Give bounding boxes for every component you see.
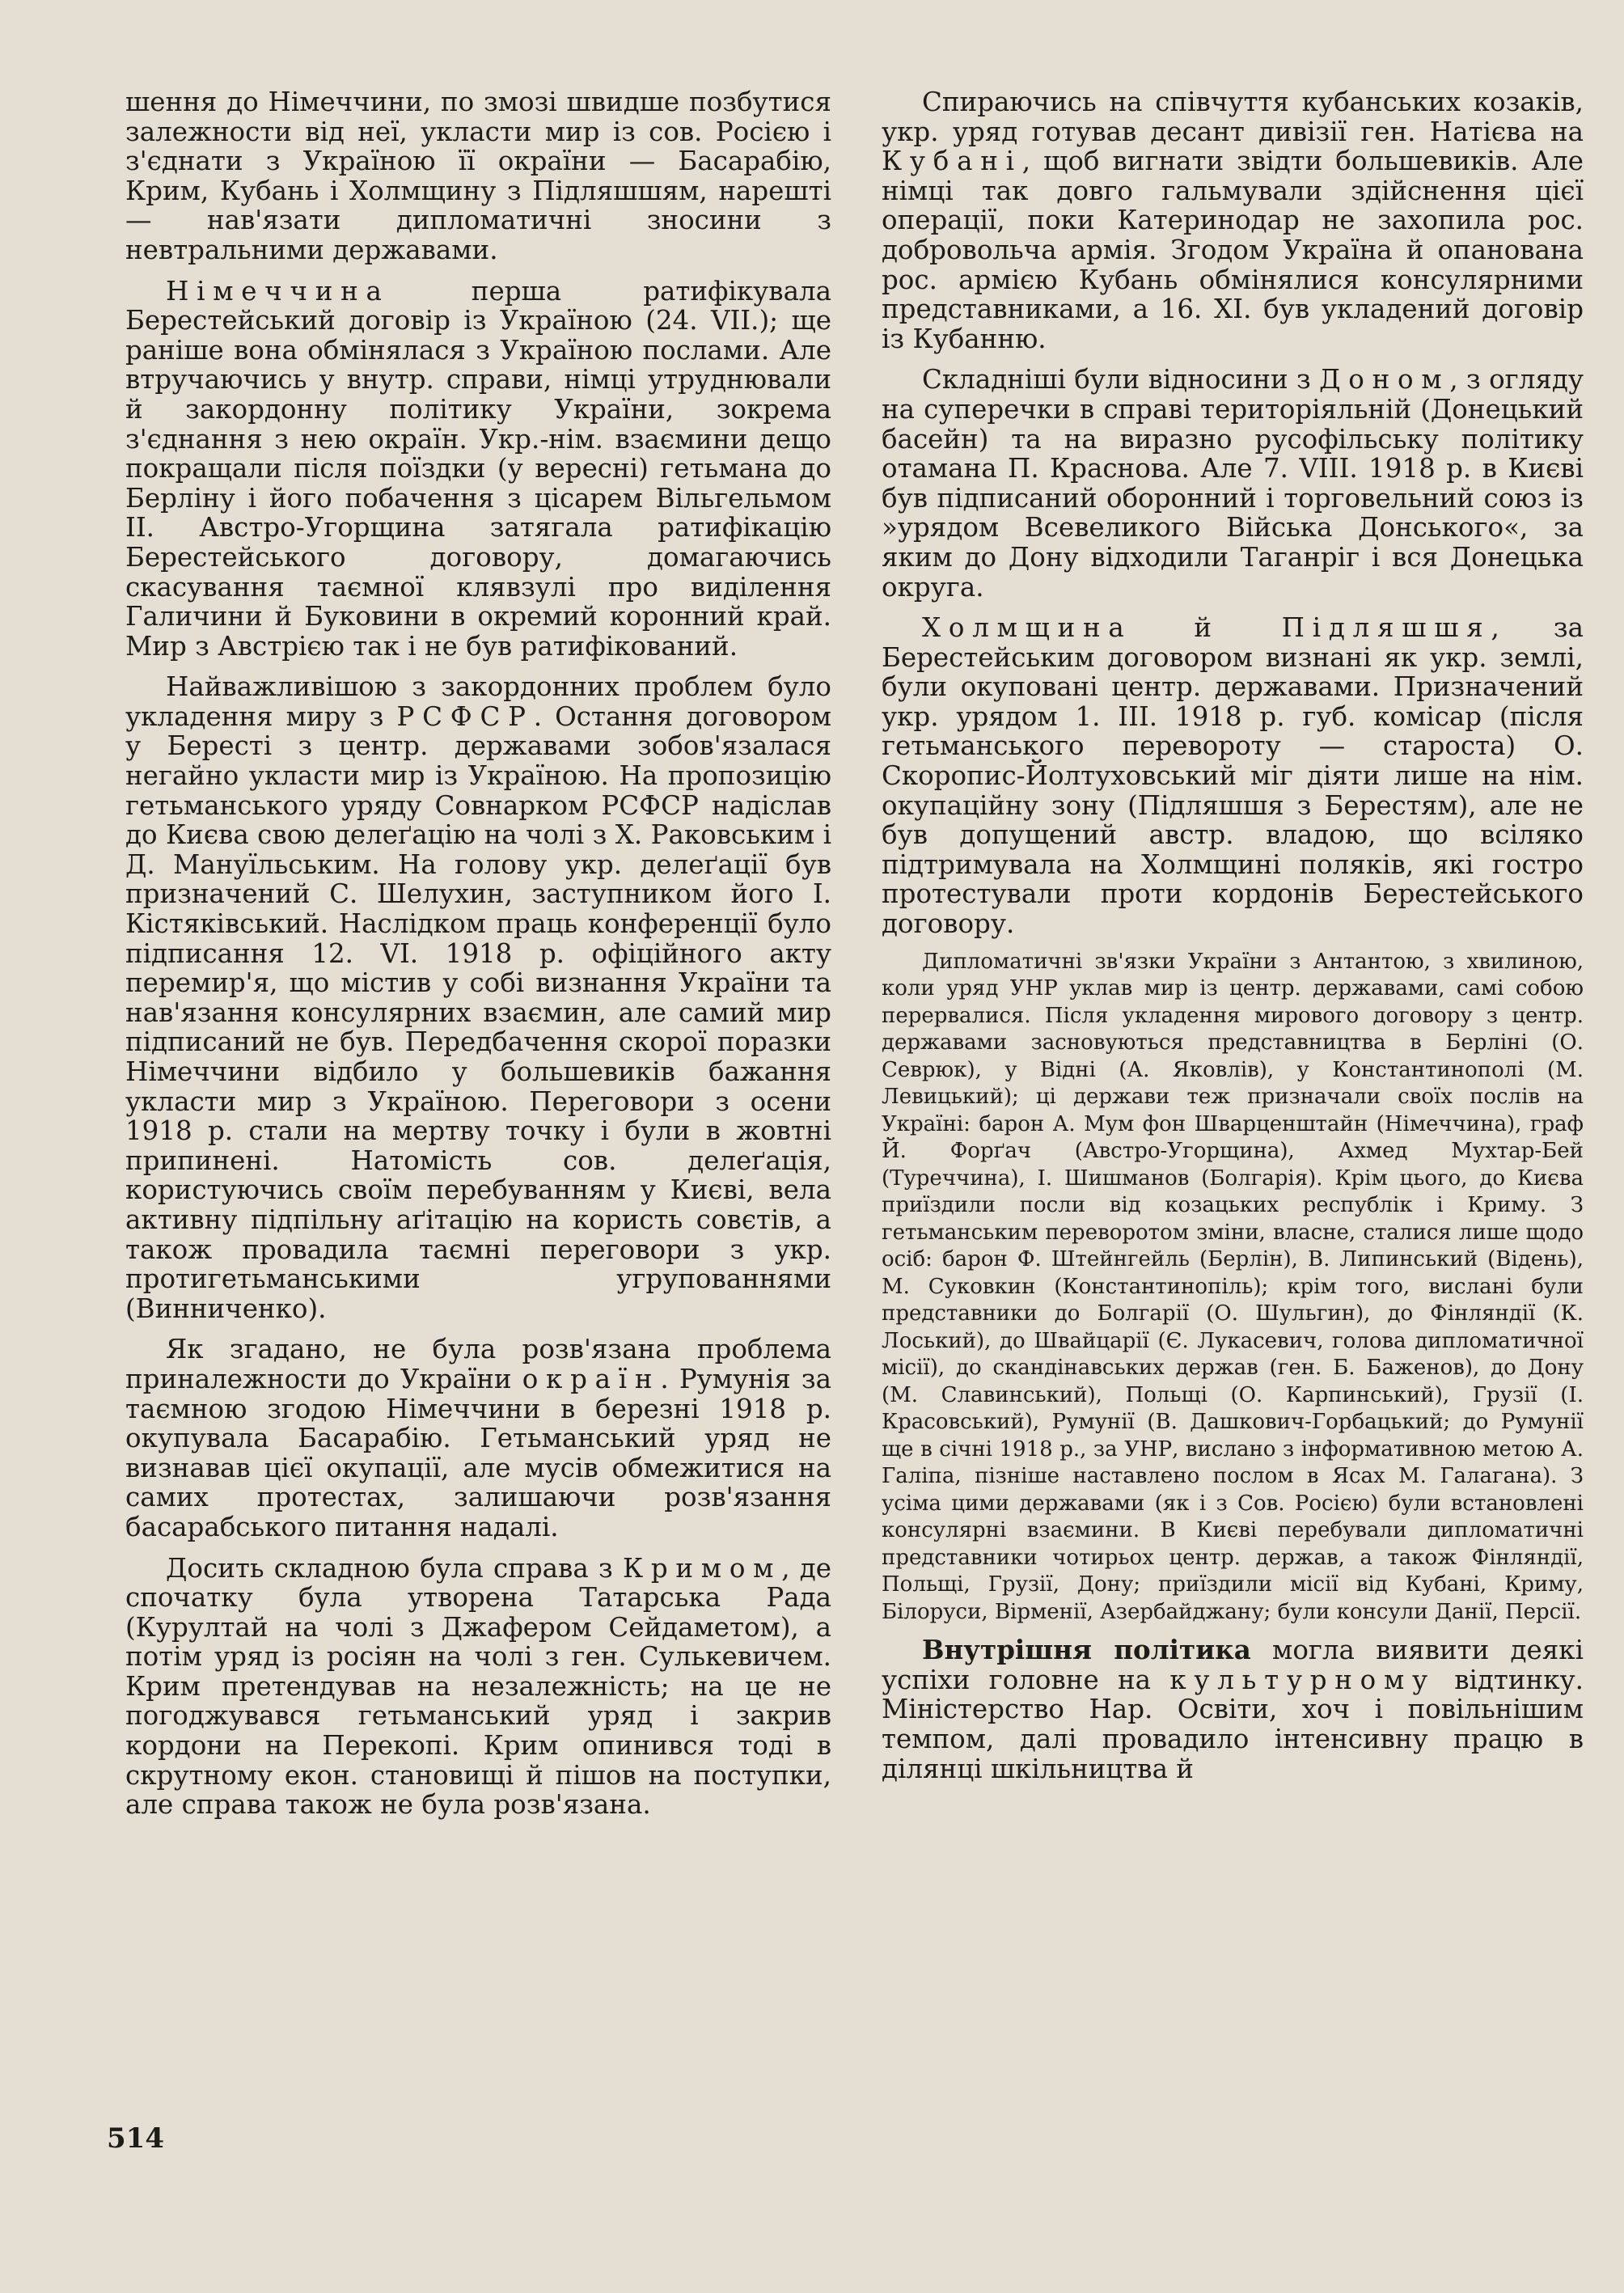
- spaced-term: Кримом: [622, 1552, 782, 1584]
- right-main-text: [882, 87, 1584, 939]
- bold-heading: Внутрішня політика: [922, 1634, 1251, 1666]
- paragraph-germany: Німеччина перша ратифікувала Берестейський договір із Україною (24. VII.); ще раніше вона обмінялася з Україною послами. Але втручаючись у внутр. справи, німці утруднювали й закордонну політику України, зокрема з'єднання з нею окраїн. Укр.-нім. взаємини дещо покращали після поїздки (у вересні) гетьмана до Берліну і його побачення з цісарем Вільгельмом II. Австро-Угорщина затягала ратифікацію Берестейського договору, домагаючись скасування таємної клявзулі про виділення Галичини й Буковини в окремий коронний край. Мир з Австрією так і не був ратифікований.: [125, 275, 831, 662]
- paragraph-war-aims: шення до Німеччини, по змозі швидше позбутися залежности від неї, укласти мир із сов. Росією і з'єднати з Україною її окраїни — Басарабію, Крим, Кубань і Холмщину з Підляшшям, нарешті — нав'язати дипломатичні зносини з невтральними державами.: [125, 87, 831, 265]
- page-number: 514: [107, 2122, 164, 2155]
- spaced-term: культурному: [1169, 1664, 1436, 1695]
- paragraph-internal-policy: Внутрішня політика могла виявити деякі успіхи головне на культурному відтинку. Міністерство Нар. Освіти, хоч і повільнішим темпом, далі провадило інтенсивну працю в ділянці шкільництва й: [882, 1634, 1584, 1784]
- spaced-term: Холмщина й Підляшшя: [922, 612, 1491, 644]
- right-column: [882, 87, 1584, 1783]
- paragraph-kuban: Спираючись на співчуття кубанських козаків, укр. уряд готував десант дивізії ген. Натієва на Кубані, щоб вигнати звідти большевиків. Але німці так довго гальмували здійснення цієї операції, поки Катеринодар не захопила рос. добровольча армія. Згодом Україна й опанована рос. армією Кубань обмінялися консулярними представниками, а 16. XI. був укладений договір із Кубанню.: [882, 87, 1584, 354]
- spaced-term: Німеччина: [166, 275, 390, 307]
- paragraph-don: Складніші були відносини з Доном, з огляду на суперечки в справі територіяльній (Донецький басейн) та на виразно русофільську політику отамана П. Краснова. Але 7. VIII. 1918 р. в Києві був підписаний оборонний і торговельний союз із »урядом Всевеликого Війська Донського«, за яким до Дону відходили Таганріг і вся Донецька округа.: [882, 364, 1584, 603]
- paragraph-rsfsr: Найважливішою з закордонних проблем було укладення миру з РСФСР. Остання договором у Бересті з центр. державами зобов'язалася негайно укласти мир із Україною. На пропозицію гетьманського уряду Совнарком РСФСР надіслав до Києва свою делеґацію на чолі з Х. Раковським і Д. Мануїльським. На голову укр. делеґації був призначений С. Шелухин, заступником його І. Кістяківський. Наслідком праць конференції було підписання 12. VI. 1918 р. офіційного акту перемир'я, що містив у собі визнання України та нав'язання консулярних взаємин, але самий мир підписаний не був. Передбачення скорої поразки Німеччини відбило у большевиків бажання укласти мир з Україною. Переговори з осени 1918 р. стали на мертву точку і були в жовтні припинені. Натомість сов. делеґація, користуючись своїм перебуванням у Києві, вела активну підпільну аґітацію на користь совєтів, а також провадила таємні переговори з укр. протигетьманськими угрупованнями (Винниченко).: [125, 671, 831, 1324]
- paragraph-kholm: Холмщина й Підляшшя, за Берестейським договором визнані як укр. землі, були окуповані центр. державами. Призначений укр. урядом 1. III. 1918 р. губ. комісар (після гетьманського перевороту — староста) О. Скоропис-Йолтуховський міг діяти лише на нім. окупаційну зону (Підляшшя з Берестям), але не був допущений австр. владою, що всіляко підтримувала на Холмщині поляків, які гостро протестували проти кордонів Берестейського договору.: [882, 612, 1584, 940]
- spaced-term: РСФСР: [396, 700, 534, 732]
- right-final-text: [882, 1635, 1584, 1783]
- spaced-term: Кубані: [882, 146, 1022, 177]
- paragraph-borderlands: Як згадано, не була розв'язана проблема приналежности до України окраїн. Румунія за таємною згодою Німеччини в березні 1918 р. окупувала Басарабію. Гетьманський уряд не визнавав цієї окупації, але мусів обмежитися на самих протестах, залишаючи розв'язання басарабського питання надалі.: [125, 1334, 832, 1542]
- small-print-block: [882, 949, 1584, 1627]
- paragraph-crimea: Досить складною була справа з Кримом, де спочатку була утворена Татарська Рада (Курултай на чолі з Джафером Сейдаметом), а потім уряд із росіян на чолі з ген. Сулькевичем. Крим претендував на незалежність; на це не погоджувався гетьманський уряд і закрив кордони на Перекопі. Крим опинився тоді в скрутному екон. становищі й пішов на поступки, але справа також не була розв'язана.: [125, 1552, 831, 1821]
- spaced-term: Доном: [1319, 364, 1450, 396]
- paragraph-diplomacy: Дипломатичні зв'язки України з Антантою, з хвилиною, коли уряд УНР уклав мир із центр. державами, самі собою перервалися. Після укладення мирового договору з центр. державами засновуються представництва в Берліні (О. Севрюк), у Відні (А. Яковлів), у Константинополі (М. Левицький); ці держави теж призначали своїх послів на Україні: барон А. Мум фон Шварценштайн (Німеччина), граф Й. Форґач (Австро-Угорщина), Ахмед Мухтар-Бей (Туреччина), І. Шишманов (Болгарія). Крім цього, до Києва приїздили посли від козацьких республік і Криму. З гетьманським переворотом зміни, власне, сталися лише щодо осіб: барон Ф. Штейнгейль (Берлін), В. Липинський (Відень), М. Суковкин (Константинопіль); крім того, вислані були представники до Болгарії (О. Шульгин), до Фінляндії (К. Лоський), до Швайцарії (Є. Лукасевич, голова дипломатичної місії), до скандінавських держав (ген. Б. Баженов), до Дону (М. Славинський), Польщі (О. Карпинський), Грузії (І. Красовський), Румунії (В. Дашкович-Горбацький; до Румунії ще в січні 1918 р., за УНР, вислано з інформативною метою А. Галіпа, пізніше наставлено послом в Ясах М. Галагана). З усіма цими державами (як і з Сов. Росією) були встановлені консулярні взаємини. В Києві перебували дипломатичні представники чотирьох центр. держав, а також Фінляндії, Польщі, Грузії, Дону; приїздили місії від Кубані, Криму, Білоруси, Вірменії, Азербайджану; були консули Данії, Персії.: [882, 949, 1584, 1624]
- left-column: [125, 87, 831, 1820]
- spaced-term: окраїн: [522, 1363, 661, 1394]
